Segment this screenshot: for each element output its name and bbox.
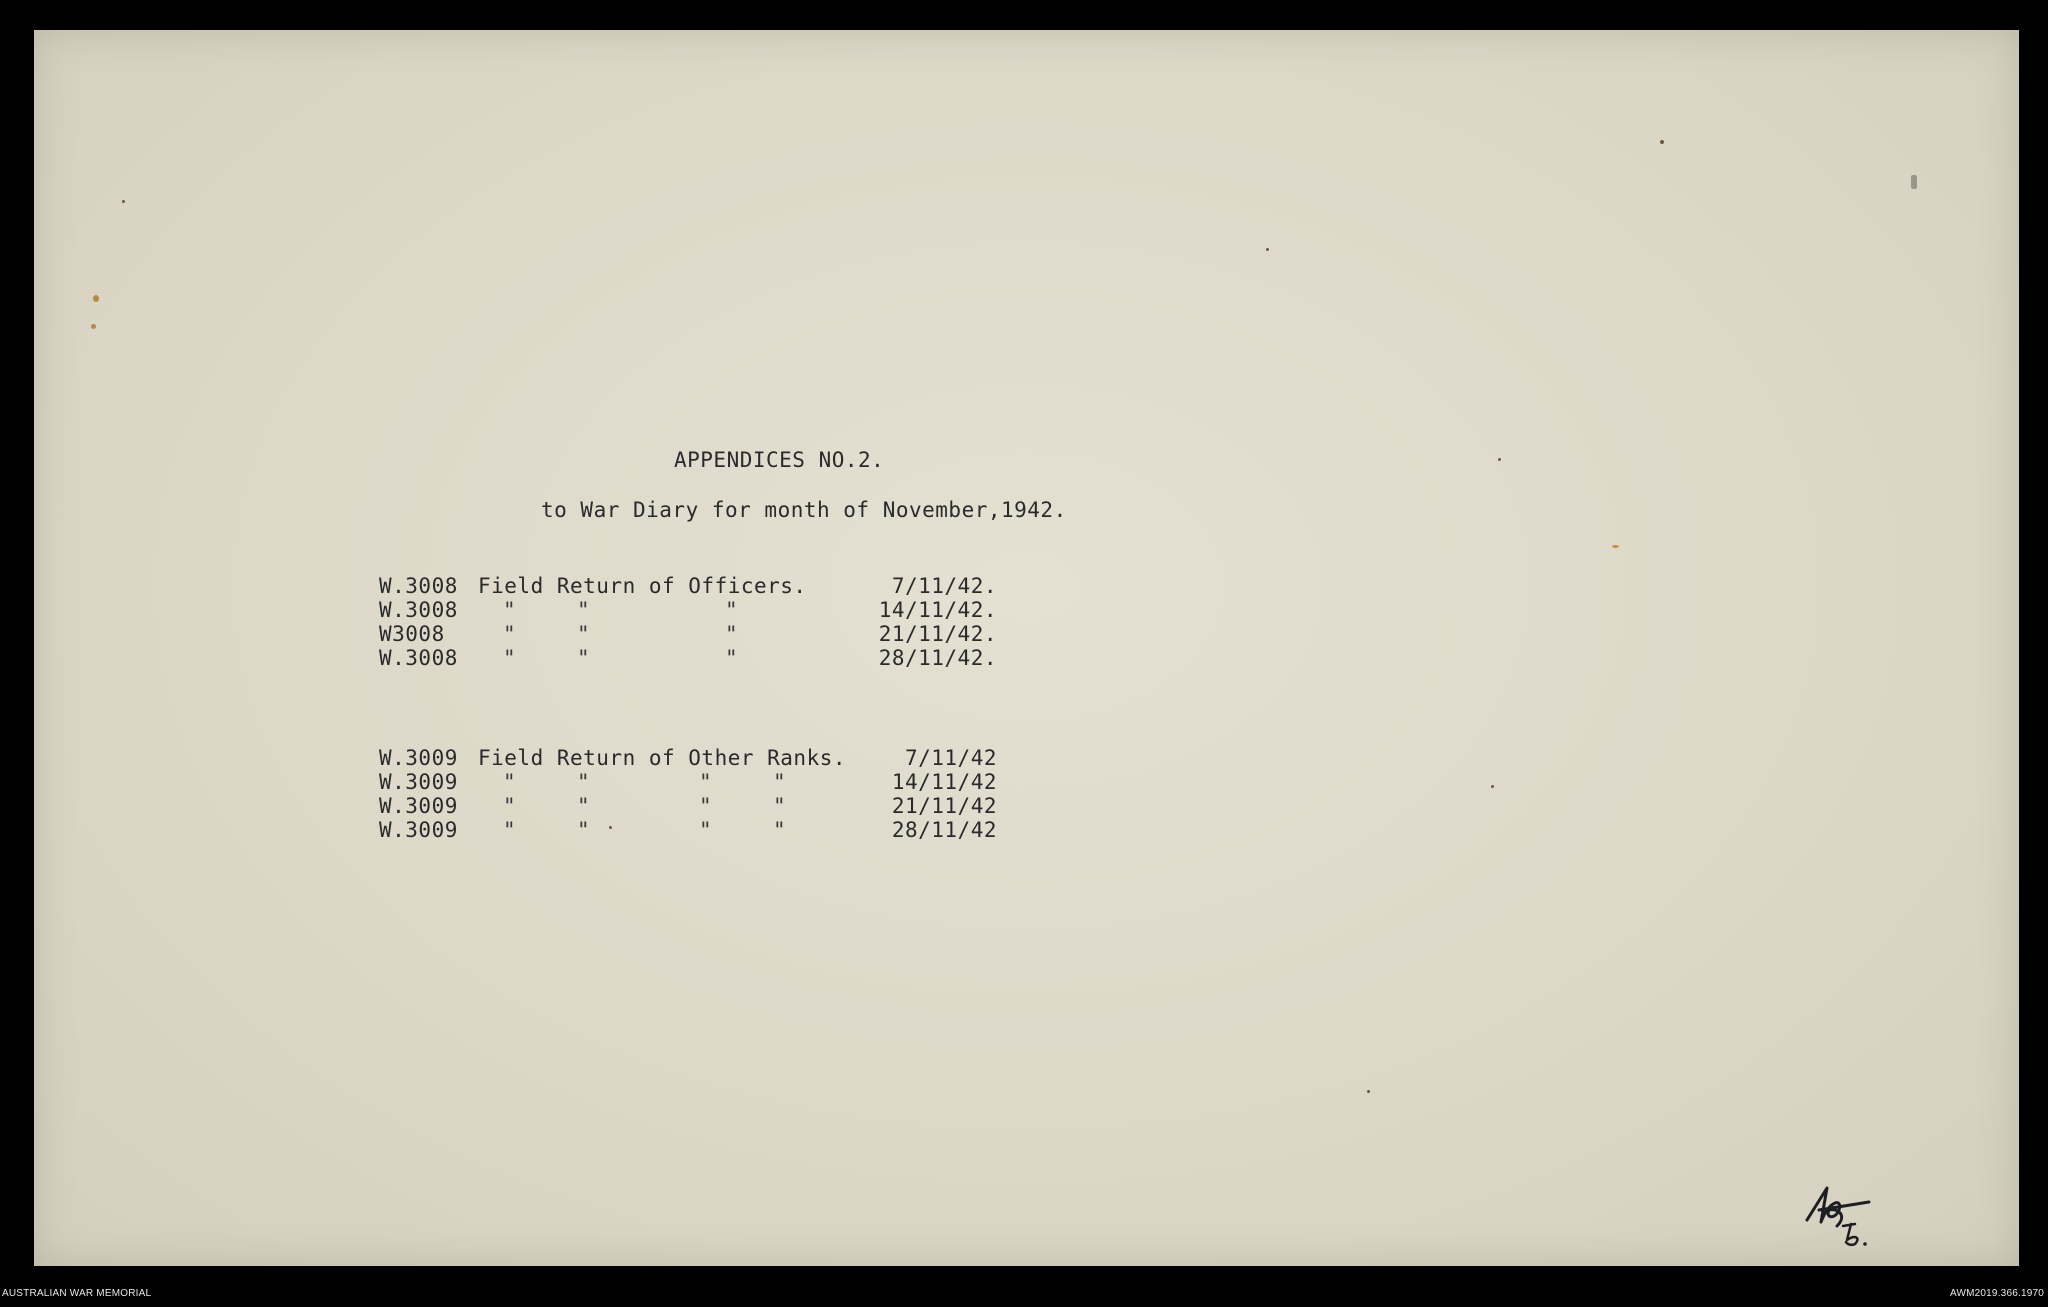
ditto-mark: " (699, 770, 713, 794)
ditto-mark: " (725, 622, 739, 646)
return-ref: W.3009 (379, 770, 458, 794)
paper-speck (609, 826, 612, 829)
ditto-mark: " (577, 598, 591, 622)
paper-speck (1911, 175, 1917, 189)
return-ref: W.3008 (379, 598, 458, 622)
return-date: 7/11/42 (904, 746, 997, 770)
paper-speck (1491, 785, 1494, 788)
return-description: Field Return of Officers. (478, 574, 807, 598)
return-date: 28/11/42 (891, 818, 997, 842)
return-date: 21/11/42. (878, 622, 997, 646)
paper-speck (1266, 248, 1269, 251)
paper-speck (91, 324, 96, 329)
ditto-mark: " (577, 794, 591, 818)
return-date: 28/11/42. (878, 646, 997, 670)
return-date: 7/11/42. (891, 574, 997, 598)
paper-speck (1660, 140, 1664, 144)
ditto-mark: " (699, 794, 713, 818)
paper-speck (93, 295, 99, 302)
return-ref: W.3009 (379, 746, 458, 770)
ditto-mark: " (577, 622, 591, 646)
ditto-mark: " (773, 794, 787, 818)
return-description: Field Return of Other Ranks. (478, 746, 847, 770)
document-page (34, 30, 2019, 1266)
paper-speck (1498, 458, 1501, 461)
return-ref: W.3008 (379, 574, 458, 598)
paper-speck (1367, 1090, 1370, 1093)
return-ref: W3008 (379, 622, 445, 646)
ditto-mark: " (773, 818, 787, 842)
page-title: APPENDICES NO.2. (674, 448, 885, 472)
ditto-mark: " (503, 646, 517, 670)
page-subtitle: to War Diary for month of November,1942. (541, 498, 1067, 522)
ditto-mark: " (773, 770, 787, 794)
ditto-mark: " (725, 598, 739, 622)
return-date: 21/11/42 (891, 794, 997, 818)
ditto-mark: " (503, 622, 517, 646)
ditto-mark: " (577, 818, 591, 842)
ditto-mark: " (725, 646, 739, 670)
ditto-mark: " (503, 598, 517, 622)
return-ref: W.3009 (379, 818, 458, 842)
paper-speck (1612, 545, 1619, 548)
ditto-mark: " (577, 770, 591, 794)
return-ref: W.3009 (379, 794, 458, 818)
paper-speck (122, 200, 125, 203)
return-ref: W.3008 (379, 646, 458, 670)
ditto-mark: " (577, 646, 591, 670)
return-date: 14/11/42 (891, 770, 997, 794)
archive-reference: AWM2019.366.1970 (1949, 1288, 2044, 1299)
ditto-mark: " (503, 794, 517, 818)
handwritten-page-mark (1799, 1180, 1894, 1250)
ditto-mark: " (699, 818, 713, 842)
return-date: 14/11/42. (878, 598, 997, 622)
archive-credit: AUSTRALIAN WAR MEMORIAL (2, 1288, 152, 1299)
ditto-mark: " (503, 770, 517, 794)
ditto-mark: " (503, 818, 517, 842)
